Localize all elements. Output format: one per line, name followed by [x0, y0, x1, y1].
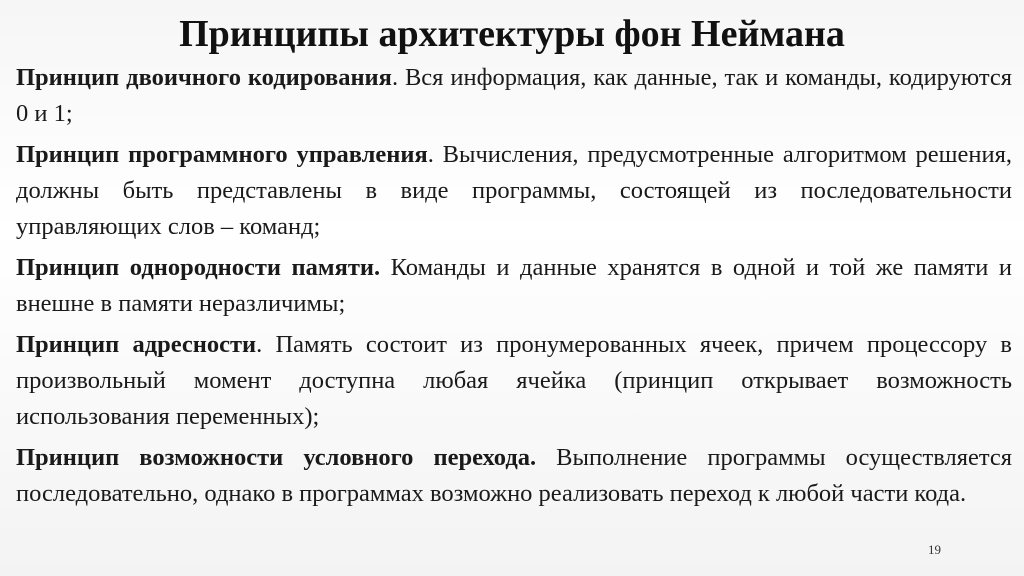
- principle-conditional-jump: [16, 440, 1012, 512]
- principle-text: Команды и данные хранятся в одной и той же памяти и внешне в памяти неразличимы;: [16, 254, 1013, 317]
- principles-list: [16, 60, 1012, 512]
- principle-heading: Принцип программного управления: [16, 141, 428, 168]
- principle-text: . Вычисления, предусмотренные алгоритмом решения, должны быть представлены в виде программы, состоящей из последовательности управляющих слов – команд;: [16, 141, 1013, 240]
- principle-addressability: [16, 327, 1012, 435]
- principle-heading: Принцип возможности условного перехода.: [16, 444, 537, 471]
- principle-binary-coding: [16, 60, 1012, 132]
- principle-heading: Принцип адресности: [16, 331, 257, 358]
- principle-text: Выполнение программы осуществляется последовательно, однако в программах возможно реализовать переход к любой части кода.: [16, 444, 1012, 507]
- principle-program-control: [16, 137, 1012, 245]
- slide-title: Принципы архитектуры фон Неймана: [179, 13, 845, 55]
- principle-text: . Вся информация, как данные, так и команды, кодируются 0 и 1;: [16, 64, 1012, 127]
- principle-heading: Принцип двоичного кодирования: [16, 64, 392, 91]
- page-number: 19: [928, 542, 941, 557]
- principle-text: . Память состоит из пронумерованных ячеек, причем процессору в произвольный момент доступна любая ячейка (принцип открывает возможность использования переменных);: [16, 331, 1012, 430]
- principle-heading: Принцип однородности памяти.: [16, 254, 381, 281]
- principle-memory-homogeneity: [16, 250, 1012, 322]
